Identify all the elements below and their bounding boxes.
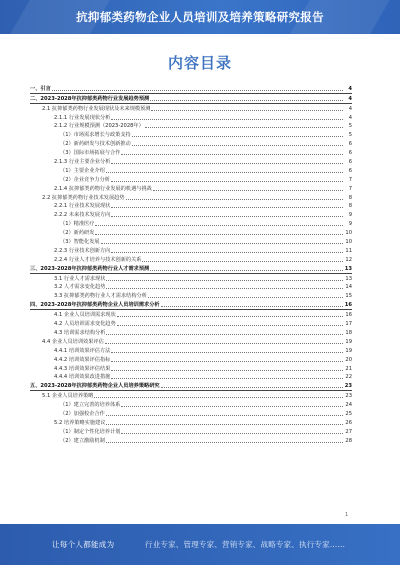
- toc-entry[interactable]: [30, 113, 352, 122]
- toc-entry-page: 8: [348, 203, 352, 210]
- toc-entry-page: 24: [345, 402, 352, 409]
- toc-entry[interactable]: [30, 391, 352, 400]
- toc-entry-title: 4.4.4 培训效果改进措施: [54, 374, 111, 381]
- toc-entry[interactable]: [30, 400, 352, 409]
- toc-leader-dots: [106, 280, 343, 281]
- toc-entry-page: 16: [344, 302, 352, 309]
- toc-leader-dots: [151, 110, 343, 111]
- toc-entry[interactable]: [30, 436, 352, 445]
- toc-leader-dots: [111, 216, 343, 217]
- toc-entry-page: 21: [345, 365, 352, 372]
- toc-leader-dots: [150, 270, 343, 271]
- toc-entry[interactable]: [30, 300, 352, 310]
- toc-entry-title: （3）智能化发展: [60, 239, 100, 246]
- toc-entry-title: 3.3 抗抑郁类药物行业人才需求结构分析: [54, 293, 147, 300]
- toc-entry-title: 3.1 行业人才需求现状: [54, 275, 106, 282]
- toc-entry[interactable]: [30, 409, 352, 418]
- toc-entry-page: 6: [348, 159, 352, 166]
- toc-entry-page: 5: [348, 132, 352, 139]
- toc-entry-page: 6: [348, 141, 352, 148]
- toc-entry-title: 2.1.2 行业规模预测（2023-2028年）: [54, 123, 144, 130]
- toc-entry-page: 10: [345, 239, 352, 246]
- toc-leader-dots: [148, 297, 343, 298]
- toc-leader-dots: [161, 387, 343, 388]
- toc-entry-page: 14: [345, 284, 352, 291]
- toc-entry[interactable]: [30, 328, 352, 337]
- toc-entry[interactable]: [30, 246, 352, 255]
- toc-entry-title: （1）主要企业介绍: [60, 167, 105, 174]
- toc-entry-title: （1）精准医疗: [60, 221, 95, 228]
- toc-entry-page: 18: [345, 329, 352, 336]
- toc-entry[interactable]: [30, 122, 352, 131]
- toc-entry-page: 9: [348, 221, 352, 228]
- toc-entry[interactable]: [30, 418, 352, 427]
- toc-entry[interactable]: [30, 193, 352, 202]
- toc-entry[interactable]: [30, 166, 352, 175]
- toc-entry-page: 7: [348, 176, 352, 183]
- toc-entry-page: 6: [348, 150, 352, 157]
- toc-entry-page: 5: [348, 123, 352, 130]
- toc-entry-page: 4: [348, 105, 352, 112]
- toc-leader-dots: [126, 199, 343, 200]
- toc-leader-dots: [117, 325, 343, 326]
- toc-entry[interactable]: [30, 337, 352, 346]
- toc-entry-page: 17: [345, 321, 352, 328]
- toc-leader-dots: [95, 225, 343, 226]
- toc-entry-page: 20: [345, 356, 352, 363]
- toc-entry-page: 12: [345, 256, 352, 263]
- toc-leader-dots: [161, 306, 343, 307]
- toc-entry-title: 一、引言: [30, 85, 51, 92]
- toc-leader-dots: [111, 119, 343, 120]
- toc-leader-dots: [111, 181, 343, 182]
- toc-leader-dots: [111, 163, 343, 164]
- toc-entry[interactable]: [30, 283, 352, 292]
- toc-leader-dots: [106, 442, 343, 443]
- toc-entry[interactable]: [30, 175, 352, 184]
- toc-entry-page: 15: [345, 293, 352, 300]
- footer-slogan: 让每个人都能成为: [52, 540, 115, 549]
- toc-leader-dots: [106, 415, 343, 416]
- toc-entry-title: 2.2.1 行业技术发展现状: [54, 203, 111, 210]
- toc-entry-title: 4.4.2 培训效果评估指标: [54, 356, 111, 363]
- page-header: [0, 0, 400, 34]
- toc-entry-page: 26: [345, 419, 352, 426]
- toc-entry-page: 19: [345, 347, 352, 354]
- toc-entry[interactable]: [30, 219, 352, 228]
- toc-entry[interactable]: [30, 291, 352, 300]
- toc-entry-page: 10: [345, 230, 352, 237]
- page-number: 1: [345, 512, 349, 518]
- toc-leader-dots: [95, 234, 343, 235]
- toc-entry-title: 5.1 企业人员培养策略: [42, 393, 94, 400]
- toc-entry-title: （1）市场需求增长与政策支持: [60, 132, 131, 139]
- toc-entry-title: （1）建立完善的培养体系: [60, 402, 121, 409]
- toc-entry-page: 22: [345, 374, 352, 381]
- toc-entry-page: 6: [348, 167, 352, 174]
- toc-entry-page: 27: [345, 428, 352, 435]
- toc-entry-page: 19: [345, 338, 352, 345]
- toc-entry-title: 三、2023-2028年抗抑郁类药物行业人才需求预测: [30, 265, 150, 272]
- toc-entry-title: 4.3 培训需求结构分析: [54, 329, 106, 336]
- toc-leader-dots: [106, 172, 343, 173]
- toc-leader-dots: [106, 288, 343, 289]
- toc-leader-dots: [132, 145, 343, 146]
- toc-entry-title: 2.1.1 行业发展现状分析: [54, 114, 111, 121]
- toc-leader-dots: [111, 352, 343, 353]
- toc-entry[interactable]: [30, 319, 352, 328]
- toc-entry[interactable]: [30, 373, 352, 382]
- toc-entry-page: 13: [344, 265, 352, 272]
- toc-leader-dots: [150, 100, 343, 101]
- toc-entry-title: （2）新药研发: [60, 230, 95, 237]
- toc-entry-title: 2.2.4 行业人才培养与技术创新的关系: [54, 256, 142, 263]
- toc-entry-title: 2.2.2 未来技术发展方向: [54, 212, 111, 219]
- toc-entry[interactable]: [30, 381, 352, 391]
- toc-entry-title: 2.1 抗抑郁类药物行业发展现状及未来规模预测: [42, 105, 151, 112]
- toc-entry-title: （3）国际市场拓展与合作: [60, 150, 121, 157]
- toc-entry-page: 7: [348, 185, 352, 192]
- toc-leader-dots: [106, 424, 343, 425]
- toc-entry[interactable]: [30, 364, 352, 373]
- page-footer: [0, 524, 400, 565]
- toc-entry[interactable]: [30, 264, 352, 274]
- toc-leader-dots: [117, 316, 343, 317]
- toc-entry[interactable]: [30, 94, 352, 104]
- toc-leader-dots: [153, 190, 343, 191]
- toc-leader-dots: [111, 252, 343, 253]
- toc-leader-dots: [111, 207, 343, 208]
- toc-entry-title: （2）企业竞争力分析: [60, 176, 110, 183]
- toc-entry[interactable]: [30, 104, 352, 113]
- toc-leader-dots: [121, 406, 343, 407]
- toc-leader-dots: [101, 243, 343, 244]
- toc-leader-dots: [111, 361, 343, 362]
- toc-entry-page: 28: [345, 437, 352, 444]
- toc-leader-dots: [145, 127, 343, 128]
- toc-entry-page: 25: [345, 410, 352, 417]
- toc-entry[interactable]: [30, 346, 352, 355]
- toc-heading: 内容目录: [167, 54, 232, 72]
- toc-entry-title: 五、2023-2028年抗抑郁类药物企业人员培养策略研究: [30, 383, 160, 390]
- toc-entry[interactable]: [30, 228, 352, 237]
- toc-entry-title: （2）建立激励机制: [60, 437, 105, 444]
- toc-entry[interactable]: [30, 139, 352, 148]
- toc-entry-page: 8: [348, 194, 352, 201]
- toc-entry-page: 4: [348, 114, 352, 121]
- toc-entry-page: 16: [345, 312, 352, 319]
- toc-entry-title: 2.2.3 行业技术创新方向: [54, 247, 111, 254]
- toc-entry-title: 四、2023-2028年抗抑郁类药物企业人员培训需求分析: [30, 302, 160, 309]
- toc-entry-title: （2）新药研发与技术创新推动: [60, 141, 131, 148]
- toc-leader-dots: [111, 370, 343, 371]
- toc-entry-page: 23: [345, 393, 352, 400]
- toc-entry-page: 23: [344, 383, 352, 390]
- toc-entry[interactable]: [30, 255, 352, 264]
- toc-entry-page: 4: [348, 95, 352, 102]
- toc-entry[interactable]: [30, 157, 352, 166]
- toc-entry-title: 2.1.3 行业主要企业分析: [54, 159, 111, 166]
- toc-entry-title: 5.2 培养策略实施建议: [54, 419, 106, 426]
- toc-leader-dots: [94, 397, 343, 398]
- toc-entry-title: 2.1.4 抗抑郁类药物行业发展的机遇与挑战: [54, 185, 152, 192]
- toc-entry[interactable]: [30, 274, 352, 283]
- toc-leader-dots: [121, 154, 343, 155]
- toc-leader-dots: [111, 378, 343, 379]
- toc-entry-title: 2.2 抗抑郁类药物行业技术发展趋势: [42, 194, 125, 201]
- toc-entry-title: 二、2023-2028年抗抑郁类药物行业发展趋势预测: [30, 95, 150, 102]
- toc-entry-title: 4.4 企业人员培训效果评估: [42, 338, 104, 345]
- toc-leader-dots: [105, 343, 343, 344]
- toc-entry[interactable]: [30, 130, 352, 139]
- toc-entry-title: 4.4.1 培训效果评估方法: [54, 347, 111, 354]
- toc-entry-title: 3.2 人才需求变化趋势: [54, 284, 106, 291]
- toc-entry[interactable]: [30, 84, 352, 94]
- toc-entry[interactable]: [30, 202, 352, 211]
- toc-entry[interactable]: [30, 148, 352, 157]
- toc-entry-page: 13: [345, 275, 352, 282]
- toc-entry[interactable]: [30, 427, 352, 436]
- toc-entry[interactable]: [30, 355, 352, 364]
- footer-tagline: 行业专家、管理专家、营销专家、战略专家、执行专家……: [145, 540, 346, 549]
- toc-leader-dots: [132, 136, 343, 137]
- toc-leader-dots: [142, 261, 343, 262]
- table-of-contents: [30, 84, 352, 445]
- toc-entry-title: （2）加强校企合作: [60, 410, 105, 417]
- toc-entry-page: 9: [348, 212, 352, 219]
- toc-entry-title: 4.2 人员培训需求变化趋势: [54, 321, 116, 328]
- toc-entry[interactable]: [30, 310, 352, 319]
- toc-entry-title: （1）制定个性化培养计划: [60, 428, 121, 435]
- toc-entry[interactable]: [30, 210, 352, 219]
- toc-entry[interactable]: [30, 184, 352, 193]
- toc-entry-title: 4.4.3 培训效果评估结果: [54, 365, 111, 372]
- toc-entry[interactable]: [30, 237, 352, 246]
- toc-entry-title: 4.1 企业人员培训需求现状: [54, 312, 116, 319]
- toc-leader-dots: [52, 90, 343, 91]
- toc-leader-dots: [106, 334, 343, 335]
- toc-entry-page: 4: [348, 85, 352, 92]
- report-title: 抗抑郁类药物企业人员培训及培养策略研究报告: [76, 10, 324, 24]
- toc-leader-dots: [121, 433, 343, 434]
- toc-entry-page: 11: [345, 247, 352, 254]
